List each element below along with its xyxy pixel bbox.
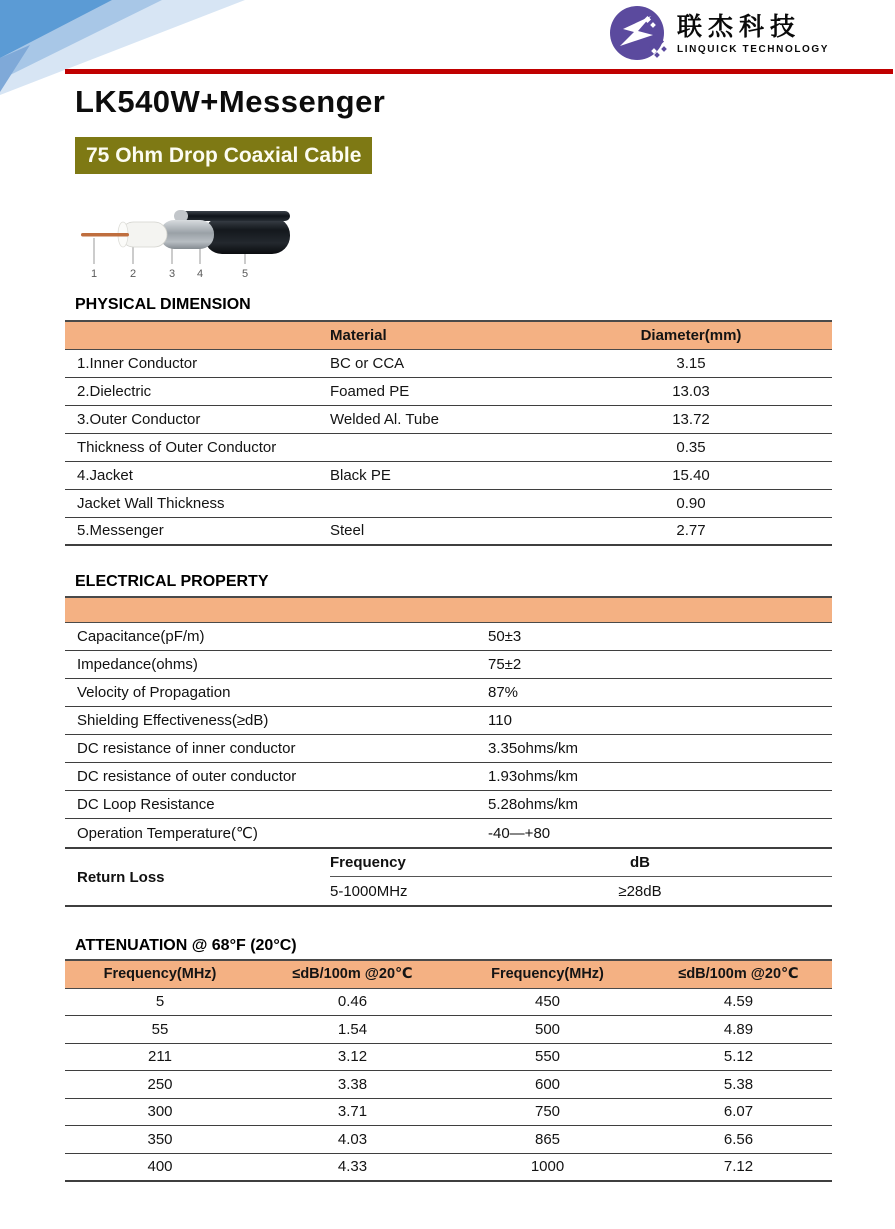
frequency-cell: 600 bbox=[450, 1071, 645, 1099]
electrical-property-section bbox=[65, 572, 832, 907]
electrical-property-row bbox=[65, 791, 832, 819]
material-cell bbox=[330, 433, 550, 461]
attenuation-table bbox=[65, 959, 832, 1182]
component-name-cell: 4.Jacket bbox=[65, 461, 330, 489]
electrical-property-row bbox=[65, 679, 832, 707]
property-value-cell: -40—+80 bbox=[488, 824, 551, 842]
physical-dimension-row bbox=[65, 405, 832, 433]
frequency-cell: 5 bbox=[65, 988, 255, 1016]
cable-part-number: 5 bbox=[241, 268, 249, 280]
attenuation-column-header: ≤dB/100m @20℃ bbox=[255, 960, 450, 988]
product-subtitle: 75 Ohm Drop Coaxial Cable bbox=[75, 137, 372, 174]
frequency-cell: 750 bbox=[450, 1098, 645, 1126]
component-name-cell: Thickness of Outer Conductor bbox=[65, 433, 330, 461]
attenuation-value-cell: 5.12 bbox=[645, 1043, 832, 1071]
attenuation-value-cell: 3.38 bbox=[255, 1071, 450, 1099]
frequency-cell: 1000 bbox=[450, 1153, 645, 1181]
attenuation-column-header: Frequency(MHz) bbox=[450, 960, 645, 988]
return-loss-value-row bbox=[330, 877, 832, 905]
electrical-property-heading: ELECTRICAL PROPERTY bbox=[75, 573, 269, 590]
component-name-cell: 3.Outer Conductor bbox=[65, 405, 330, 433]
diameter-cell: 3.15 bbox=[550, 349, 832, 377]
cable-part-number: 3 bbox=[168, 268, 176, 280]
attenuation-table-body bbox=[65, 988, 832, 1181]
physical-dimension-row bbox=[65, 377, 832, 405]
attenuation-column-header: Frequency(MHz) bbox=[65, 960, 255, 988]
attenuation-row bbox=[65, 1098, 832, 1126]
attenuation-value-cell: 4.89 bbox=[645, 1016, 832, 1044]
property-name-cell: DC Loop Resistance bbox=[77, 796, 215, 813]
diameter-cell: 15.40 bbox=[550, 461, 832, 489]
component-name-cell: 2.Dielectric bbox=[65, 377, 330, 405]
frequency-cell: 450 bbox=[450, 988, 645, 1016]
physical-dimension-row bbox=[65, 461, 832, 489]
return-loss-label: Return Loss bbox=[77, 868, 165, 886]
electrical-property-row bbox=[65, 763, 832, 791]
component-name-cell: Jacket Wall Thickness bbox=[65, 489, 330, 517]
return-loss-subtable bbox=[330, 849, 832, 905]
attenuation-column-header: ≤dB/100m @20℃ bbox=[645, 960, 832, 988]
attenuation-heading: ATTENUATION @ 68°F (20°C) bbox=[75, 937, 297, 954]
property-value-cell: 110 bbox=[488, 712, 512, 729]
property-name-cell: Impedance(ohms) bbox=[77, 656, 198, 673]
attenuation-value-cell: 4.33 bbox=[255, 1153, 450, 1181]
property-name-cell: Velocity of Propagation bbox=[77, 684, 231, 701]
diameter-cell: 0.35 bbox=[550, 433, 832, 461]
company-logo bbox=[608, 2, 829, 64]
attenuation-section bbox=[65, 936, 832, 1182]
material-cell: Welded Al. Tube bbox=[330, 405, 550, 433]
diameter-cell: 2.77 bbox=[550, 517, 832, 545]
component-name-cell: 1.Inner Conductor bbox=[65, 349, 330, 377]
frequency-cell: 250 bbox=[65, 1071, 255, 1099]
cable-part-number: 2 bbox=[129, 268, 137, 280]
attenuation-value-cell: 3.12 bbox=[255, 1043, 450, 1071]
physical-dimension-heading: PHYSICAL DIMENSION bbox=[75, 296, 251, 313]
property-name-cell: Capacitance(pF/m) bbox=[77, 628, 205, 645]
electrical-header-bar bbox=[65, 596, 832, 623]
diameter-cell: 0.90 bbox=[550, 489, 832, 517]
return-loss-db-value: ≥28dB bbox=[618, 882, 662, 900]
cable-part-number: 4 bbox=[196, 268, 204, 280]
cable-diagram-image bbox=[73, 198, 293, 283]
physical-dimension-row bbox=[65, 489, 832, 517]
electrical-property-row bbox=[65, 819, 832, 847]
attenuation-header-row bbox=[65, 960, 832, 988]
attenuation-row bbox=[65, 1043, 832, 1071]
property-value-cell: 50±3 bbox=[488, 628, 522, 645]
attenuation-row bbox=[65, 1016, 832, 1044]
attenuation-value-cell: 6.56 bbox=[645, 1126, 832, 1154]
return-loss-row bbox=[65, 847, 832, 907]
property-value-cell: 5.28ohms/km bbox=[488, 796, 579, 813]
physical-dimension-row bbox=[65, 517, 832, 545]
frequency-cell: 350 bbox=[65, 1126, 255, 1154]
frequency-cell: 550 bbox=[450, 1043, 645, 1071]
property-value-cell: 87% bbox=[488, 684, 519, 701]
diameter-cell: 13.72 bbox=[550, 405, 832, 433]
material-cell bbox=[330, 489, 550, 517]
material-cell: BC or CCA bbox=[330, 349, 550, 377]
frequency-cell: 400 bbox=[65, 1153, 255, 1181]
attenuation-value-cell: 0.46 bbox=[255, 988, 450, 1016]
header-divider bbox=[65, 69, 893, 74]
property-value-cell: 1.93ohms/km bbox=[488, 768, 579, 785]
frequency-cell: 211 bbox=[65, 1043, 255, 1071]
attenuation-row bbox=[65, 1071, 832, 1099]
return-loss-frequency-header: Frequency bbox=[330, 854, 406, 871]
property-name-cell: Operation Temperature(℃) bbox=[77, 825, 258, 842]
physical-header-row bbox=[65, 321, 832, 349]
attenuation-value-cell: 5.38 bbox=[645, 1071, 832, 1099]
frequency-cell: 300 bbox=[65, 1098, 255, 1126]
company-logo-icon bbox=[608, 2, 668, 64]
frequency-cell: 500 bbox=[450, 1016, 645, 1044]
material-cell: Steel bbox=[330, 517, 550, 545]
frequency-cell: 55 bbox=[65, 1016, 255, 1044]
attenuation-value-cell: 3.71 bbox=[255, 1098, 450, 1126]
property-value-cell: 3.35ohms/km bbox=[488, 740, 579, 757]
attenuation-row bbox=[65, 1153, 832, 1181]
return-loss-db-header: dB bbox=[630, 854, 650, 871]
diameter-cell: 13.03 bbox=[550, 377, 832, 405]
physical-dimension-table bbox=[65, 320, 832, 546]
electrical-property-row bbox=[65, 735, 832, 763]
property-name-cell: DC resistance of inner conductor bbox=[77, 740, 296, 757]
brand-name-en: LINQUICK TECHNOLOGY bbox=[677, 43, 830, 55]
product-title: LK540W+Messenger bbox=[75, 84, 386, 119]
brand-name-cn: 联杰科技 bbox=[677, 12, 802, 41]
attenuation-value-cell: 1.54 bbox=[255, 1016, 450, 1044]
empty-header-cell bbox=[65, 321, 330, 349]
electrical-property-row bbox=[65, 651, 832, 679]
diameter-column-header: Diameter(mm) bbox=[550, 321, 832, 349]
physical-dimension-row bbox=[65, 433, 832, 461]
electrical-table-body bbox=[65, 623, 832, 847]
cable-part-number: 1 bbox=[90, 268, 98, 280]
attenuation-value-cell: 4.59 bbox=[645, 988, 832, 1016]
property-name-cell: Shielding Effectiveness(≥dB) bbox=[77, 712, 269, 729]
electrical-property-row bbox=[65, 623, 832, 651]
physical-dimension-row bbox=[65, 349, 832, 377]
property-value-cell: 75±2 bbox=[488, 656, 522, 673]
attenuation-value-cell: 4.03 bbox=[255, 1126, 450, 1154]
return-loss-frequency-value: 5-1000MHz bbox=[330, 882, 408, 900]
frequency-cell: 865 bbox=[450, 1126, 645, 1154]
physical-table-body bbox=[65, 349, 832, 545]
material-cell: Black PE bbox=[330, 461, 550, 489]
attenuation-value-cell: 7.12 bbox=[645, 1153, 832, 1181]
electrical-property-row bbox=[65, 707, 832, 735]
material-column-header: Material bbox=[330, 321, 550, 349]
attenuation-value-cell: 6.07 bbox=[645, 1098, 832, 1126]
attenuation-row bbox=[65, 1126, 832, 1154]
property-name-cell: DC resistance of outer conductor bbox=[77, 768, 297, 785]
material-cell: Foamed PE bbox=[330, 377, 550, 405]
cable-diagram bbox=[73, 198, 293, 288]
physical-dimension-section bbox=[65, 295, 832, 546]
return-loss-subheader-row bbox=[330, 849, 832, 877]
attenuation-row bbox=[65, 988, 832, 1016]
component-name-cell: 5.Messenger bbox=[65, 517, 330, 545]
